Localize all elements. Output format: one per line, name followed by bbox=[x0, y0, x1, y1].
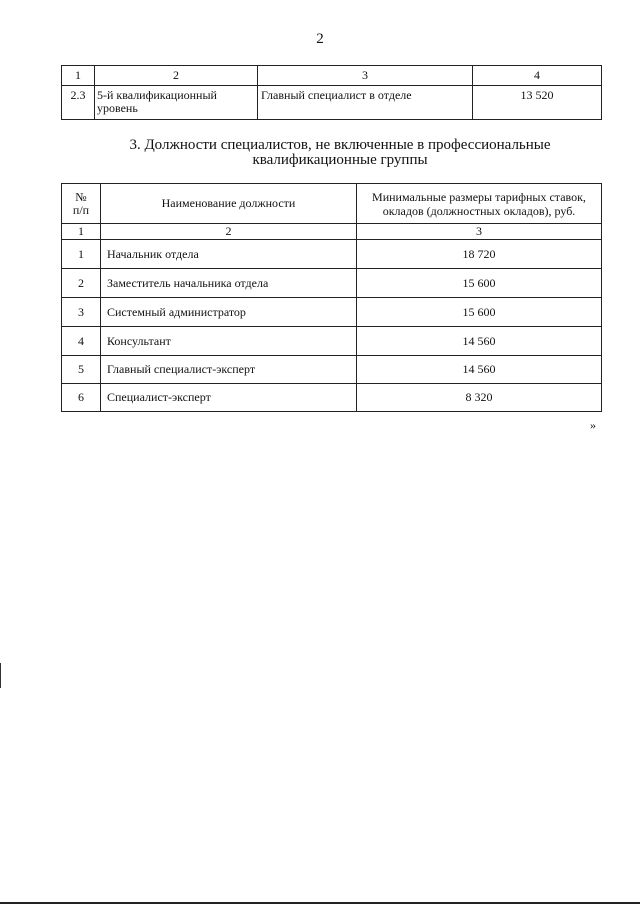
page-number: 2 bbox=[316, 31, 324, 47]
positions-table bbox=[61, 183, 602, 412]
table-header-row bbox=[62, 66, 602, 86]
row-number: 5 bbox=[62, 356, 101, 384]
salary-value: 14 560 bbox=[357, 327, 602, 356]
position-name: Начальник отдела bbox=[101, 240, 357, 269]
section-heading bbox=[0, 138, 640, 168]
column-header-number bbox=[62, 184, 101, 224]
section-heading-line1: 3. Должности специалистов, не включенные в профессиональные bbox=[129, 137, 551, 153]
column-header-salary bbox=[357, 184, 602, 224]
column-header-number-line2: п/п bbox=[72, 202, 90, 217]
table-row bbox=[62, 240, 602, 269]
index-row bbox=[62, 224, 602, 240]
column-index-3: 3 bbox=[258, 66, 473, 86]
row-number: 4 bbox=[62, 327, 101, 356]
salary-value: 18 720 bbox=[357, 240, 602, 269]
row-number: 2.3 bbox=[62, 86, 95, 120]
row-number: 3 bbox=[62, 298, 101, 327]
qualification-level-line1: 5-й квалификационный bbox=[97, 88, 217, 102]
column-index-1: 1 bbox=[62, 224, 101, 240]
table-header-row bbox=[62, 184, 602, 224]
row-number: 6 bbox=[62, 384, 101, 412]
closing-quote: » bbox=[590, 418, 596, 432]
salary-value: 8 320 bbox=[357, 384, 602, 412]
qualification-level bbox=[95, 86, 258, 120]
column-header-number-line1: № bbox=[75, 189, 87, 204]
column-header-salary-line1: Минимальные размеры тарифных ставок, bbox=[372, 189, 586, 204]
salary-value: 13 520 bbox=[473, 86, 602, 120]
table-row bbox=[62, 356, 602, 384]
row-number: 2 bbox=[62, 269, 101, 298]
column-index-4: 4 bbox=[473, 66, 602, 86]
qualification-level-line2: уровень bbox=[97, 101, 138, 115]
column-index-1: 1 bbox=[62, 66, 95, 86]
position-name: Главный специалист-эксперт bbox=[101, 356, 357, 384]
column-header-name: Наименование должности bbox=[101, 184, 357, 224]
row-number: 1 bbox=[62, 240, 101, 269]
scan-margin-mark bbox=[0, 663, 1, 688]
column-index-2: 2 bbox=[101, 224, 357, 240]
salary-value: 15 600 bbox=[357, 298, 602, 327]
qualification-table bbox=[61, 65, 602, 120]
position-name: Заместитель начальника отдела bbox=[101, 269, 357, 298]
salary-value: 14 560 bbox=[357, 356, 602, 384]
position-name: Главный специалист в отделе bbox=[258, 86, 473, 120]
salary-value: 15 600 bbox=[357, 269, 602, 298]
column-header-salary-line2: окладов (должностных окладов), руб. bbox=[382, 203, 576, 218]
table-row bbox=[62, 298, 602, 327]
column-index-3: 3 bbox=[357, 224, 602, 240]
table-row bbox=[62, 327, 602, 356]
table-row bbox=[62, 384, 602, 412]
position-name: Специалист-эксперт bbox=[101, 384, 357, 412]
table-row bbox=[62, 269, 602, 298]
scan-bottom-edge bbox=[0, 902, 640, 904]
position-name: Консультант bbox=[101, 327, 357, 356]
column-index-2: 2 bbox=[95, 66, 258, 86]
section-heading-line2: квалификационные группы bbox=[252, 152, 428, 168]
table-row bbox=[62, 86, 602, 120]
position-name: Системный администратор bbox=[101, 298, 357, 327]
